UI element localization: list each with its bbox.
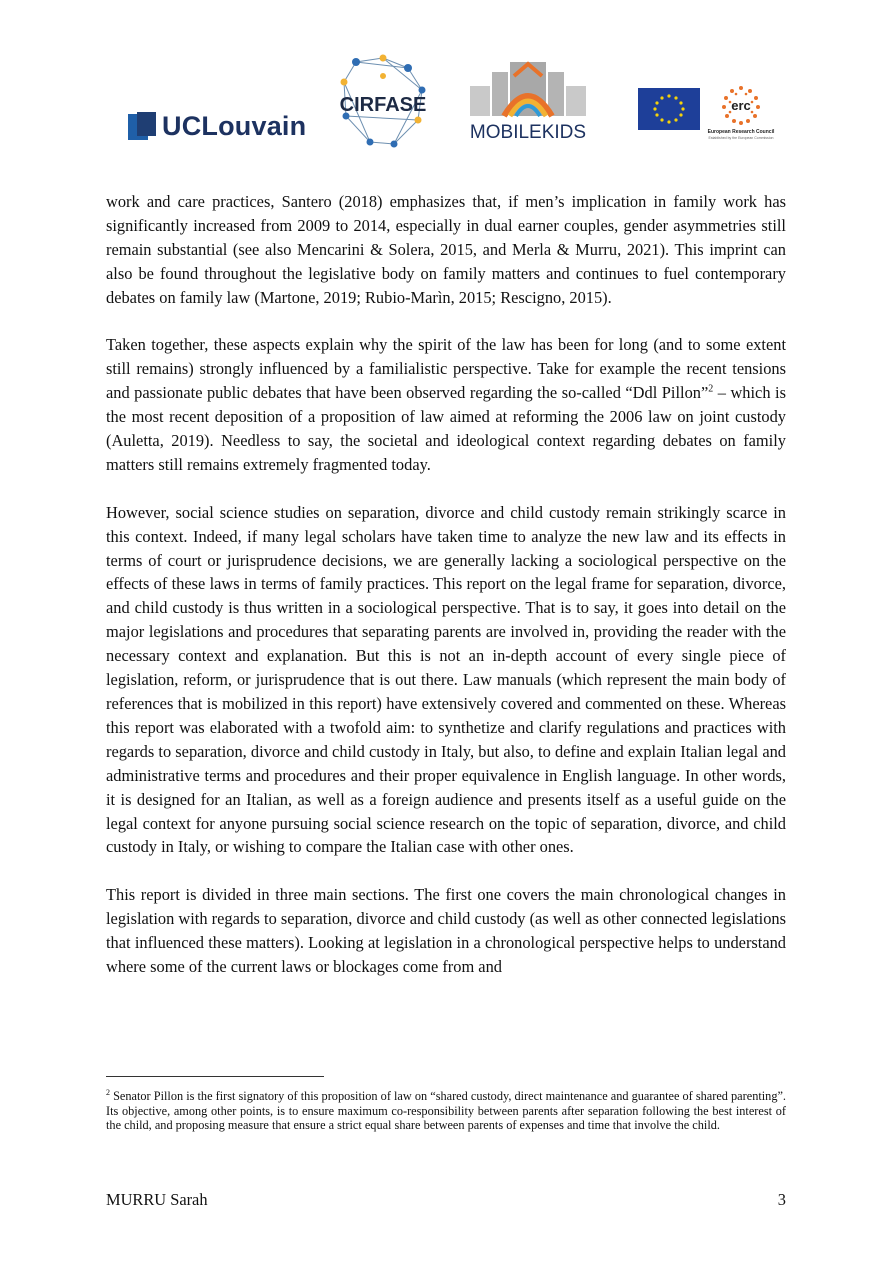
page-header — [0, 0, 892, 160]
mobilekids-logo — [458, 56, 598, 142]
erc-logo — [706, 80, 776, 142]
footnote-number: 2 — [106, 1087, 110, 1097]
page-number: 3 — [777, 1190, 786, 1209]
footnote-ref-2[interactable]: 2 — [708, 383, 714, 395]
uclouvain-logo — [128, 108, 306, 144]
paragraph-2-part-b: – which is the most recent deposition of a proposition of law aimed at reforming the 2006 law on joint custody (Auletta, 2019). Needless to say, the societal and ideological context regarding debates on family matters still remains extremely fragmented today. — [106, 383, 786, 474]
main-text — [106, 190, 786, 1003]
eu-flag-icon — [638, 88, 700, 130]
paragraph-4: This report is divided in three main sections. The first one covers the main chronological changes in legislation with regards to separation, divorce and child custody (as well as other connected legislations that influenced these matters). Looking at legislation in a chronological perspective helps to understand where some of the current laws or blockages come from and — [106, 885, 786, 976]
paragraph-1: work and care practices, Santero (2018) emphasizes that, if men’s implication in family work has significantly increased from 2009 to 2014, especially in dual earner couples, gender asymmetries still remain substantial (see also Mencarini & Solera, 2015, and Merla & Murru, 2021). This imprint can also be found throughout the legislative body on family matters and continues to fuel contemporary debates on family law (Martone, 2019; Rubio-Marìn, 2015; Rescigno, 2015). — [106, 192, 786, 307]
paragraph-2-part-a: Taken together, these aspects explain why the spirit of the law has been for long (and to some extent still remains) strongly influenced by a familialistic perspective. Take for example the recent tensions and passionate public debates that have been observed regarding the so-called “Ddl Pillon” — [106, 335, 786, 403]
footer-author: MURRU Sarah — [106, 1190, 208, 1209]
erc-subcaption: Established by the European Commission — [708, 136, 774, 140]
footnote-divider — [106, 1076, 324, 1077]
footnote-2 — [106, 1089, 786, 1133]
cirfase-logo — [336, 54, 430, 150]
paragraph-3: However, social science studies on separation, divorce and child custody remain strikingly scarce in this context. Indeed, if many legal scholars have taken time to analyze the new law and its effects in terms of court or jurisprudence decisions, we are generally lacking a sociological perspective on the effects of these laws in terms of family practices. This report on the legal frame for separation, divorce, and child custody is thus written in a sociological perspective. That is to say, it goes into detail on the major legislations and procedures that separating parents are involved in, providing the reader with the necessary context and explanation. But this is not an in-depth account of every single piece of legislation, reform, or jurisprudence that is out there. Law manuals (which represent the main body of references that is mobilized in this report) have extensively covered and commented on these. Whereas this report was elaborated with a twofold aim: to synthetize and clarify regulations and practices with regards to separation, divorce and child custody in Italy, but also, to define and explain Italian legal and administrative terms and procedures and their proper equivalence in English language. In other words, it is designed for an Italian, as well as a foreign audience and presents itself as a useful guide on the legal context for anyone pursuing social science research on the topic of separation, divorce, and child custody in Italy, or wishing to compare the Italian case with other ones. — [106, 502, 786, 857]
cirfase-wordmark: CIRFASE — [339, 94, 427, 116]
page-footer — [106, 1190, 786, 1210]
paragraph-2 — [106, 333, 786, 476]
erc-wordmark: erc — [731, 98, 751, 113]
erc-caption: European Research Council — [707, 129, 775, 135]
mobilekids-wordmark: MOBILEKIDS — [469, 122, 587, 142]
uclouvain-mark-icon — [128, 112, 156, 140]
uclouvain-wordmark: UCLouvain — [162, 110, 307, 141]
footnote-text: Senator Pillon is the first signatory of this proposition of law on “shared custody, direct maintenance and guarantee of shared parenting”. Its objective, among other points, is to ensure maximum co-responsibility between parents after separation following the best interest of the child, and proposing measure that ensure a strict equal share between parents of expenses and time that involve the child. — [106, 1089, 786, 1133]
